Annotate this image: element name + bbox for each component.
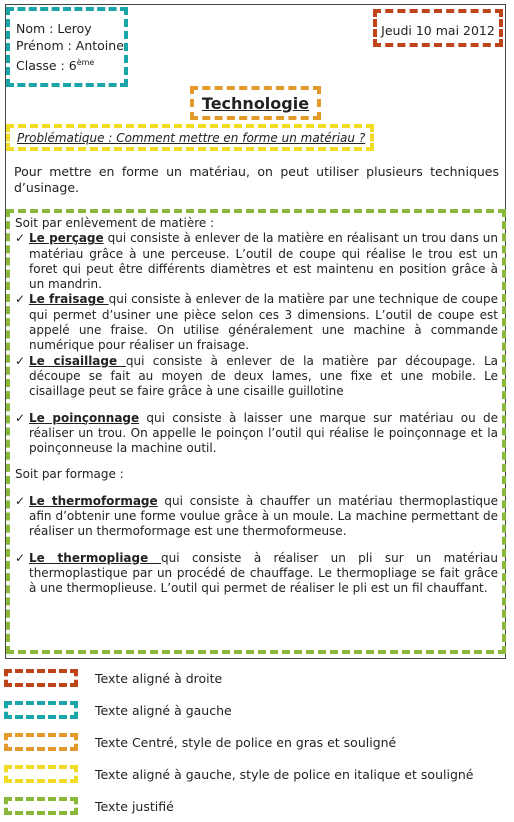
term-thermopliage: Le thermopliage — [29, 550, 162, 565]
legend-label: Texte justifié — [95, 799, 174, 814]
checkmark-icon: ✓ — [15, 550, 26, 565]
list-item-fraisage — [15, 292, 498, 353]
list-item-thermopliage — [15, 551, 498, 597]
text-cisaillage: qui consiste à enlever de la matière par découpage. La découpe se fait au moyen de deux lames, une fixe et une mobile. Le cisaillage peut se faire grâce à une cisaille guillotine — [29, 353, 499, 399]
term-cisaillage: Le cisaillage — [29, 353, 126, 368]
list-item-poinconnage — [15, 411, 498, 457]
class-suffix: ème — [76, 58, 95, 67]
legend-label: Texte aligné à gauche, style de police en italique et souligné — [95, 767, 474, 782]
list-item-percage — [15, 231, 498, 292]
checkmark-icon: ✓ — [15, 410, 26, 425]
date-text: Jeudi 10 mai 2012 — [381, 23, 495, 38]
legend-swatch-yellow — [4, 765, 78, 783]
text-thermoformage: qui consiste à chauffer un matériau thermoplastique afin d’obtenir une forme voulue grâce à un moule. La machine permettant de réaliser un thermoformage est une thermoformeuse. — [29, 493, 499, 539]
checkmark-icon: ✓ — [15, 231, 26, 246]
checkmark-icon: ✓ — [15, 353, 26, 368]
date-box — [373, 9, 503, 47]
legend-label: Texte aligné à gauche — [95, 703, 232, 718]
legend-swatch-teal — [4, 701, 78, 719]
legend-swatch-orange — [4, 733, 78, 751]
text-fraisage: qui consiste à enlever de la matière par une technique de coupe qui permet d’usiner une pièce selon ces 3 dimensions. L’outil de coupe est appelé une fraise. On utilise généralement une machine à commande numérique pour réaliser un fraisage. — [29, 292, 499, 353]
term-fraisage: Le fraisage — [29, 292, 109, 307]
list-item-thermoformage — [15, 494, 498, 540]
text-thermopliage: qui consiste à réaliser un pli sur un matériau thermoplastique par un procédé de chauffage. Le thermopliage se fait grâce à une thermoplieuse. L’outil qui permet de réaliser le pli est un fil chauffant. — [29, 550, 498, 596]
class-label: Classe : 6 — [16, 58, 77, 74]
spacer — [15, 400, 498, 411]
section-heading-forming: Soit par formage : — [15, 467, 124, 482]
student-class — [16, 54, 124, 74]
term-percage: Le perçage — [29, 231, 104, 246]
student-name: Nom : Leroy — [16, 21, 92, 36]
section-heading-removal: Soit par enlèvement de matière : — [15, 216, 215, 230]
legend-swatch-green — [4, 797, 78, 815]
title-text: Technologie — [201, 94, 310, 113]
term-poinconnage: Le poinçonnage — [29, 410, 140, 425]
body-section — [6, 209, 506, 654]
legend-label: Texte aligné à droite — [95, 671, 223, 686]
spacer — [15, 483, 498, 494]
problem-text: Problématique : Comment mettre en forme un matériau ? — [17, 131, 366, 145]
student-firstname: Prénom : Antoine — [16, 38, 124, 53]
list-item-cisaillage — [15, 354, 498, 400]
text-poinconnage: qui consiste à laisser une marque sur matériau ou de réaliser un trou. On appelle le poinçon l’outil qui réalise le poinçonnage et la poinçonneuse la machine outil. — [29, 410, 498, 456]
spacer — [15, 540, 498, 551]
intro-paragraph: Pour mettre en forme un matériau, on peut utiliser plusieurs techniques d’usinage. — [14, 164, 499, 195]
legend-swatch-red — [4, 669, 78, 687]
text-percage: qui consiste à enlever de la matière en réalisant un trou dans un matériau grâce à une perceuse. L’outil de coupe qui réalise le trou est un foret qui peut être différents diamètres et est maintenu en position grâce à un mandrin. — [29, 231, 498, 292]
problem-statement — [6, 124, 374, 151]
student-info-box — [6, 7, 128, 87]
spacer — [15, 456, 498, 467]
term-thermoformage: Le thermoformage — [29, 493, 158, 508]
checkmark-icon: ✓ — [15, 493, 26, 508]
page-title — [190, 86, 321, 120]
checkmark-icon: ✓ — [15, 292, 26, 307]
legend-label: Texte Centré, style de police en gras et souligné — [95, 735, 397, 750]
